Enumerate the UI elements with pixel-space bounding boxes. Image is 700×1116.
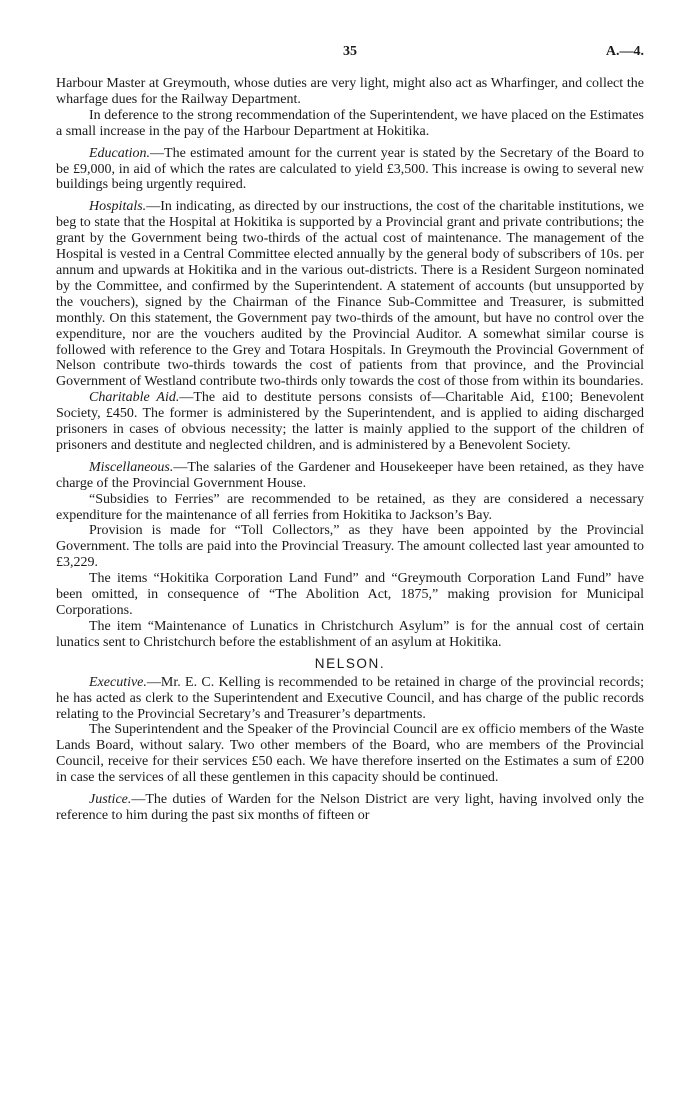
paragraph-harbour-department: In deference to the strong recommendation of the Superintendent, we have placed on the Estimates a small increase in the pay of the Harbour Department at Hokitika.: [56, 107, 644, 139]
section-heading-nelson: NELSON.: [314, 655, 386, 671]
paragraph-justice: Justice.—The duties of Warden for the Nelson District are very light, having involved only the reference to him during the past six months of fifteen or: [56, 792, 644, 823]
paragraph-harbour-master: Harbour Master at Greymouth, whose duties are very light, might also act as Wharfinger, and collect the wharfage dues for the Railway Department.: [56, 76, 644, 107]
document-reference: A.—4.: [605, 44, 644, 59]
paragraph-toll-collectors: Provision is made for “Toll Collectors,” as they have been appointed by the Provincial Government. The tolls are paid into the Provincial Treasury. The amount collected last year amounted to £3,229.: [56, 523, 644, 571]
document-body: [56, 76, 644, 824]
paragraph-education: Education.—The estimated amount for the current year is stated by the Secretary of the Board to be £9,000, in aid of which the rates are calculated to yield £3,500. This increase is owing to several new buildings being urgently required.: [56, 145, 644, 193]
page-header: [56, 44, 644, 66]
paragraph-miscellaneous: Miscellaneous.—The salaries of the Gardener and Housekeeper have been retained, as they have charge of the Provincial Government House.: [56, 459, 644, 491]
paragraph-waste-lands-board: The Superintendent and the Speaker of the Provincial Council are ex officio members of the Waste Lands Board, without salary. Two other members of the Board, who are members of the Provincial Council, receive for their services £50 each. We have therefore inserted on the Estimates a sum of £200 in case the services of all these gentlemen in this capacity should be continued.: [56, 722, 644, 786]
paragraph-lead: Education.: [89, 145, 151, 161]
paragraph-executive: Executive.—Mr. E. C. Kelling is recommended to be retained in charge of the provincial records; he has acted as clerk to the Superintendent and Executive Council, and has charge of the public records relating to the Provincial Secretary’s and Treasurer’s departments.: [56, 674, 644, 722]
paragraph-lead: Miscellaneous.: [89, 459, 174, 475]
paragraph-lunatics: The item “Maintenance of Lunatics in Christchurch Asylum” is for the annual cost of certain lunatics sent to Christchurch before the establishment of an asylum at Hokitika.: [56, 618, 644, 650]
paragraph-land-fund: The items “Hokitika Corporation Land Fund” and “Greymouth Corporation Land Fund” have been omitted, in consequence of “The Abolition Act, 1875,” making provision for Municipal Corporations.: [56, 571, 644, 618]
paragraph-lead: Executive.: [89, 674, 147, 690]
paragraph-lead: Charitable Aid.: [89, 390, 180, 406]
paragraph-lead: Hospitals.: [89, 199, 147, 215]
paragraph-lead: Justice.: [89, 792, 132, 808]
paragraph-charitable-aid: Charitable Aid.—The aid to destitute persons consists of—Charitable Aid, £100; Benevolent Society, £450. The former is administered by the Superintendent, and is applied to aiding discharged prisoners in cases of obvious necessity; the latter is mainly applied to the support of the children of prisoners and destitute and neglected children, and is administered by a Benevolent Society.: [56, 390, 644, 453]
page-number: 35: [343, 44, 357, 59]
paragraph-ferries: “Subsidies to Ferries” are recommended to be retained, as they are considered a necessary expenditure for the maintenance of all ferries from Hokitika to Jackson’s Bay.: [56, 491, 644, 523]
paragraph-hospitals: Hospitals.—In indicating, as directed by our instructions, the cost of the charitable institutions, we beg to state that the Hospital at Hokitika is supported by a Provincial grant and private contributions; the grant by the Government being two-thirds of the actual cost of maintenance. The management of the Hospital is vested in a Central Committee elected annually by the general body of subscribers of 10s. per annum and upwards at Hokitika and in the various out-districts. There is a Resident Surgeon nominated by the Committee, and confirmed by the Superintendent. A statement of accounts (but unsupported by the vouchers), signed by the Chairman of the Finance Sub-Committee and Treasurer, is submitted monthly. On this statement, the Government pay two-thirds of the amount, but have no control over the expenditure, nor are the vouchers audited by the Provincial Auditor. A somewhat similar course is followed with reference to the Grey and Totara Hospitals. In Greymouth the Provincial Government of Nelson contribute two-thirds towards the cost of patients from that province, and the Provincial Government of Westland contribute two-thirds only towards the cost of those from within its boundaries.: [56, 199, 644, 390]
